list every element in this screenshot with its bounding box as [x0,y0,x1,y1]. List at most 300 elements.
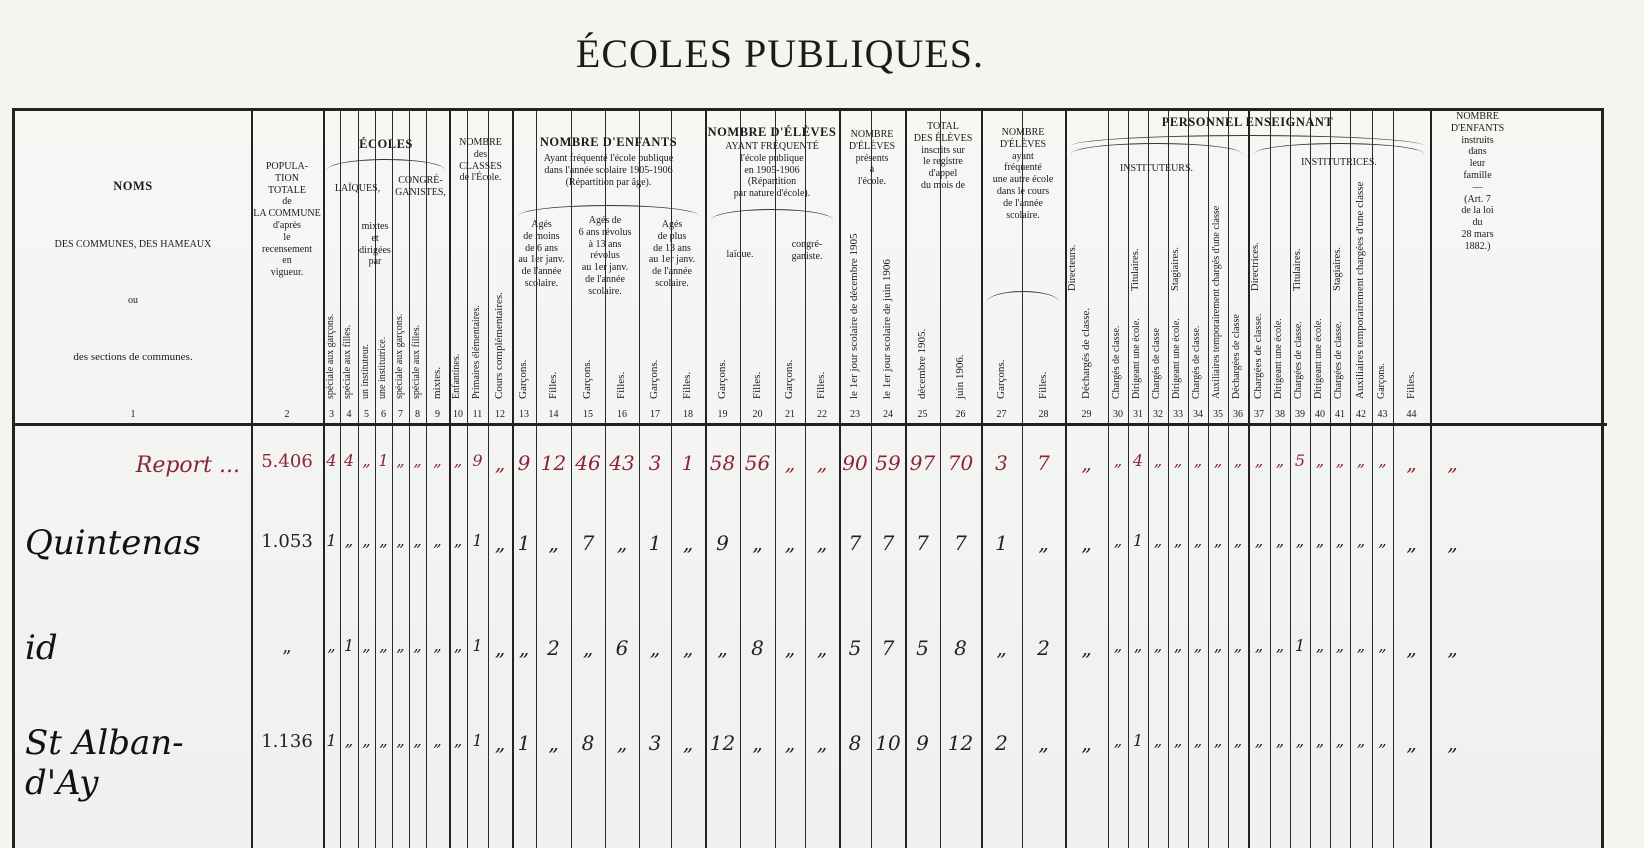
table-cell: „ [1356,636,1366,655]
column-number: 38 [1275,409,1285,420]
table-cell: „ [494,731,506,755]
table-cell: 9 [916,731,929,755]
table-cell: „ [548,731,559,755]
table-cell: „ [362,451,371,470]
table-cell: „ [362,731,371,750]
table-cell: 12 [947,731,974,755]
column-number: 7 [398,409,403,420]
table-cell: 7 [881,636,895,660]
table-cell: „ [682,731,694,755]
table-cell: 1 [1132,531,1144,550]
table-cell: „ [1406,451,1417,475]
population-cell: 1.136 [261,731,313,752]
table-cell: „ [1447,451,1458,475]
table-cell: „ [433,636,442,655]
header-total-eleves: TOTAL DES ÉLÈVES inscrits sur le registre d'appel du mois de [913,121,973,191]
table-cell: 70 [947,451,974,475]
table-cell: „ [1081,636,1092,660]
column-label: spéciale aux garçons. [324,313,336,399]
table-cell: „ [1193,636,1203,655]
table-cell: „ [784,531,796,555]
table-cell: „ [396,731,405,750]
column-label: Garçons. [517,359,529,399]
table-cell: 6 [615,636,629,660]
table-cell: „ [1335,531,1345,550]
table-cell: 59 [875,451,901,475]
table-cell: „ [1335,636,1345,655]
column-label: décembre 1905. [915,328,928,399]
table-cell: „ [1173,531,1183,550]
table-cell: „ [1378,531,1387,550]
table-cell: „ [1173,636,1183,655]
column-number: 8 [415,409,420,420]
header-nombre-eleves-sub: AYANT FRÉQUENTÉ l'école publique en 1905-1906 (Répartition par nature d'école). [725,141,819,200]
header-nombre-classes: NOMBRE des CLASSES de l'École. [459,137,502,184]
header-ecoles: ÉCOLES [359,137,413,151]
table-cell: 43 [609,451,635,475]
column-number: 39 [1295,409,1305,420]
table-cell: „ [1081,451,1092,475]
column-number: 24 [883,409,893,420]
table-cell: „ [1447,636,1458,660]
table-cell: „ [1213,531,1223,550]
table-cell: „ [413,531,422,550]
column-number: 9 [435,409,440,420]
table-cell: „ [1233,636,1243,655]
column-number: 28 [1038,409,1049,420]
column-label: Enfantines. [451,353,462,399]
column-group-label: Titulaires. [1130,248,1141,291]
table-cell: „ [1153,636,1163,655]
table-cell: „ [784,731,796,755]
header-noms: NOMS [113,179,153,193]
table-cell: 1 [648,531,662,555]
table-cell: „ [1113,531,1123,550]
table-cell: 90 [842,451,868,475]
header-institutrices: INSTITUTRICES. [1301,157,1377,168]
table-cell: „ [1275,731,1285,750]
table-cell: „ [1275,531,1285,550]
table-cell: „ [1406,531,1417,555]
table-cell: 1 [681,451,695,475]
column-label: Filles. [1404,371,1417,399]
column-group-label: Stagiaires. [1332,246,1343,291]
table-cell: „ [1254,531,1264,550]
table-cell: 2 [995,731,1008,755]
column-number: 22 [817,409,827,420]
brace-rule [711,209,833,220]
column-number: 15 [583,409,593,420]
column-number: 5 [364,409,369,420]
table-cell: 1 [472,531,483,550]
column-label: Chargées de classe. [1252,313,1264,399]
table-cell: „ [1113,731,1123,750]
table-cell: 4 [326,451,337,470]
table-cell: 5 [848,636,862,660]
column-number: 27 [996,409,1007,420]
table-cell: „ [784,636,796,660]
brace-rule [327,159,445,170]
table-cell: „ [1335,451,1345,470]
table-cell: 1 [517,531,531,555]
table-cell: „ [396,451,405,470]
column-label: Chargées de classe. [1333,321,1344,399]
column-label: Garçons. [994,359,1007,399]
table-cell: „ [433,531,442,550]
table-cell: „ [1378,731,1387,750]
column-number: 44 [1406,409,1417,420]
table-cell: „ [616,731,628,755]
table-cell: „ [453,531,463,550]
table-cell: 58 [709,451,736,475]
column-number: 36 [1233,409,1243,420]
column-label: Dirigeant une école. [1273,318,1284,399]
column-number: 34 [1193,409,1203,420]
table-cell: „ [548,531,559,555]
column-label: Filles. [615,371,627,399]
column-number: 4 [346,409,352,420]
table-cell: 1 [995,531,1008,555]
table-cell: „ [453,451,463,470]
column-number: 1 [130,409,136,420]
table-cell: „ [1295,731,1305,750]
table-cell: 1 [1132,731,1144,750]
header-autre-ecole: NOMBRE D'ÉLÈVES ayant fréquenté une autre école dans le cours de l'année scolaire. [992,127,1054,221]
table-cell: „ [1193,731,1203,750]
commune-name: Report ... [135,453,240,478]
table-cell: „ [433,731,442,750]
column-group-label: Directrices. [1250,242,1261,291]
table-cell: „ [1356,451,1366,470]
page-title: ÉCOLES PUBLIQUES. [575,31,985,76]
table-cell: „ [1113,451,1123,470]
column-number: 35 [1213,409,1223,420]
column-label: Garçons. [581,359,593,399]
table-cell: „ [784,451,796,475]
table-cell: „ [816,636,828,660]
column-number: 14 [548,409,559,420]
table-cell: „ [1315,451,1325,470]
column-number: 12 [495,409,505,420]
header-mixtes: mixtes et dirigées par [359,221,391,268]
table-cell: „ [1081,731,1092,755]
table-cell: „ [379,731,388,750]
header-personnel: PERSONNEL ENSEIGNANT [1161,115,1334,129]
table-cell: 56 [744,451,771,475]
table-cell: „ [1356,731,1366,750]
table-cell: „ [379,636,388,655]
column-label: spéciale aux filles. [342,324,353,399]
table-cell: 8 [581,731,595,755]
column-number: 3 [329,409,334,420]
table-cell: „ [1315,531,1325,550]
table-cell: „ [327,636,336,655]
table-cell: „ [494,636,506,660]
table-cell: „ [616,531,628,555]
column-number: 21 [785,409,795,420]
table-cell: 2 [1037,636,1050,660]
table-cell: „ [1315,636,1325,655]
column-number: 26 [955,409,966,420]
table-cell: 7 [916,531,929,555]
column-label: Chargés de classe. [1111,325,1122,399]
header-laique: laïque. [726,249,754,260]
table-cell: „ [1447,731,1458,755]
column-label: une institutrice. [376,336,388,399]
table-cell: 46 [575,451,601,475]
column-number: 40 [1315,409,1325,420]
table-cell: „ [518,636,530,660]
table-cell: „ [413,731,422,750]
commune-name: id [25,628,58,668]
table-cell: „ [752,531,763,555]
table-cell: 1 [472,636,483,655]
table-cell: 1 [326,531,337,550]
column-label: Filles. [1036,371,1049,399]
column-label: Primaires élémentaires. [470,305,482,399]
table-cell: 97 [909,451,936,475]
column-number: 17 [650,409,660,420]
header-noms-sub2: ou [128,295,138,306]
header-congreganiste: congré- ganiste. [791,239,823,262]
table-cell: 2 [547,636,560,660]
column-number: 16 [617,409,627,420]
table-cell: „ [396,636,405,655]
column-number: 31 [1133,409,1143,420]
header-population: POPULA- TION TOTALE de LA COMMUNE d'après le recensement en vigueur. [253,161,321,279]
column-label: Dirigeant une école. [1131,318,1142,399]
header-presents: NOMBRE D'ÉLÈVES présents à l'école. [848,129,896,188]
header-age-plus13: Agés de plus de 13 ans au 1er janv. de l'année scolaire. [648,219,696,289]
table-cell: 1 [472,731,483,750]
table-cell: 5 [1294,451,1306,470]
column-label: Déchargées de classe [1231,314,1242,399]
table-cell: 4 [1132,451,1144,470]
column-number: 10 [453,409,463,420]
table-cell: 7 [1037,451,1050,475]
column-number: 32 [1153,409,1163,420]
table-cell: „ [752,731,763,755]
table-cell: 7 [848,531,862,555]
table-cell: „ [996,636,1007,660]
table-cell: „ [413,451,422,470]
table-cell: „ [1406,731,1417,755]
table-cell: „ [379,531,388,550]
table-cell: 12 [540,451,567,475]
table-cell: „ [1153,451,1163,470]
column-number: 30 [1113,409,1123,420]
table-cell: 1 [326,731,337,750]
table-cell: 1 [378,451,389,470]
column-label: Garçons. [1375,363,1387,399]
header-age-6-13: Agés de 6 ans révolus à 13 ans révolus au 1er janv. de l'année scolaire. [578,215,632,297]
commune-name: Quintenas [25,523,201,563]
column-number: 41 [1335,409,1345,420]
table-cell: „ [816,731,828,755]
header-congreganistes: CONGRÉ- GANISTES, [395,175,446,198]
table-cell: „ [1153,531,1163,550]
column-number: 23 [850,409,860,420]
table-cell: „ [1038,731,1049,755]
header-noms-sub3: des sections de communes. [73,351,193,363]
register-table [12,108,1604,848]
table-cell: „ [816,531,828,555]
column-label: Dirigeant une école. [1171,318,1182,399]
column-label: Filles. [815,371,827,399]
table-cell: „ [1173,731,1183,750]
table-cell: „ [453,636,463,655]
header-rule [15,423,1607,426]
table-cell: „ [582,636,594,660]
table-cell: „ [682,636,694,660]
header-nombre-eleves: NOMBRE D'ÉLÈVES [707,125,837,139]
table-cell: 3 [648,451,662,475]
table-cell: 1 [343,636,355,655]
population-cell: 1.053 [261,531,313,552]
column-number: 25 [917,409,928,420]
header-famille: NOMBRE D'ENFANTS instruits dans leur famille — (Art. 7 de la loi du 28 mars 1882.) [1450,111,1505,252]
table-cell: „ [1193,531,1203,550]
column-label: Chargés de classe [1151,328,1162,399]
table-cell: „ [1038,531,1049,555]
table-cell: 4 [343,451,355,470]
population-cell: 5.406 [261,451,313,472]
column-label: Chargés de classe. [1191,325,1202,399]
column-label: Filles. [681,371,693,399]
table-cell: 3 [995,451,1008,475]
column-group-label: Stagiaires. [1170,246,1181,291]
table-cell: „ [1447,531,1458,555]
column-label: Auxiliaires temporairement chargées d'une classe [1354,181,1366,399]
table-cell: „ [816,451,828,475]
table-cell: „ [1233,531,1243,550]
table-cell: „ [1173,451,1183,470]
table-cell: „ [1213,636,1223,655]
column-number: 6 [381,409,386,420]
table-cell: „ [1275,451,1285,470]
table-cell: „ [1213,731,1223,750]
column-label: Chargées de classe. [1293,321,1304,399]
table-cell: 8 [751,636,764,660]
table-cell: „ [1233,451,1243,470]
table-cell: 9 [517,451,531,475]
table-cell: 8 [848,731,862,755]
table-cell: „ [344,731,354,750]
table-cell: „ [717,636,728,660]
table-cell: „ [1295,531,1305,550]
table-cell: 10 [875,731,901,755]
column-number: 2 [284,409,290,420]
table-cell: 1 [1294,636,1306,655]
column-number: 37 [1254,409,1264,420]
table-cell: 7 [881,531,895,555]
table-cell: „ [453,731,463,750]
table-cell: „ [1335,731,1345,750]
column-group-label: Titulaires. [1292,248,1303,291]
column-label: Garçons. [715,359,728,399]
column-label: Auxiliaires temporairement chargés d'une classe [1211,205,1222,399]
column-label: Dirigeant une école. [1313,318,1324,399]
column-group-label: Directeurs. [1067,244,1078,291]
column-label: Filles. [750,371,763,399]
table-cell: „ [1153,731,1163,750]
column-label: spéciale aux filles. [410,324,422,399]
column-label: le 1er jour scolaire de décembre 1905 [848,233,860,399]
table-cell: „ [1213,451,1223,470]
column-number: 33 [1173,409,1183,420]
table-cell: 1 [517,731,531,755]
table-cell: „ [1254,636,1264,655]
table-cell: „ [344,531,354,550]
column-number: 19 [717,409,728,420]
column-number: 20 [752,409,763,420]
table-cell: „ [1113,636,1123,655]
column-number: 43 [1377,409,1388,420]
table-cell: 7 [581,531,595,555]
table-cell: „ [1081,531,1092,555]
commune-name: St Alban-d'Ay [25,723,184,803]
table-cell: „ [649,636,661,660]
table-cell: 12 [709,731,736,755]
table-cell: „ [1378,451,1387,470]
table-cell: „ [1378,636,1387,655]
table-cell: „ [494,531,506,555]
table-cell: „ [1254,731,1264,750]
column-number: 11 [472,409,483,420]
column-number: 42 [1356,409,1366,420]
header-laiques: LAÏQUES, [334,183,381,194]
table-cell: „ [1133,636,1143,655]
header-instituteurs: INSTITUTEURS. [1119,163,1194,174]
header-noms-sub1: DES COMMUNES, DES HAMEAUX [54,239,212,250]
table-cell: „ [362,636,371,655]
table-cell: „ [413,636,422,655]
table-cell: „ [1233,731,1243,750]
table-cell: „ [1315,731,1325,750]
column-label: Cours complémentaires. [493,292,505,399]
table-cell: „ [433,451,442,470]
column-label: Garçons. [648,359,660,399]
table-cell: 5 [916,636,929,660]
column-label: le 1er jour scolaire de juin 1906 [881,259,893,399]
column-label: Garçons. [783,359,795,399]
table-cell: „ [1406,636,1417,660]
table-cell: „ [682,531,694,555]
column-label: spéciale aux garçons. [393,313,405,399]
header-age-moins6: Agés de moins de 6 ans au 1er janv. de l'année scolaire. [518,219,565,289]
column-label: mixtes. [430,366,443,399]
column-label: un instituteur. [359,344,371,399]
header-nombre-enfants-sub: Ayant fréquenté l'école publique dans l'année scolaire 1905-1906 (Répartition par âge). [543,153,674,188]
column-number: 18 [683,409,693,420]
table-cell: „ [1254,451,1264,470]
table-cell: 9 [716,531,729,555]
table-cell: 7 [954,531,967,555]
table-cell: „ [362,531,371,550]
column-label: Déchargés de classe. [1079,307,1092,399]
column-number: 29 [1081,409,1092,420]
table-cell: 8 [954,636,967,660]
column-label: Filles. [546,371,559,399]
column-label: juin 1906. [953,354,966,399]
table-cell: „ [1356,531,1366,550]
table-cell: „ [494,451,506,475]
table-cell: 3 [648,731,662,755]
table-cell: „ [1275,636,1285,655]
table-cell: „ [1193,451,1203,470]
table-cell: 9 [472,451,483,470]
column-number: 13 [519,409,529,420]
